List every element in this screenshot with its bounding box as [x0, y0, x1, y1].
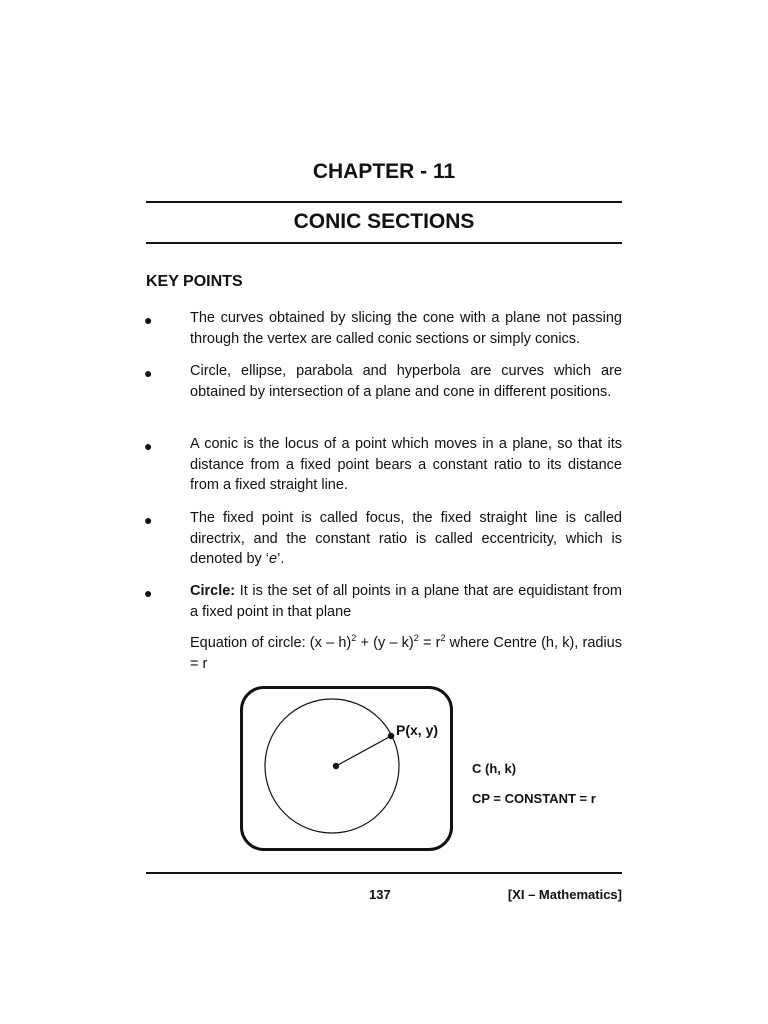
header-bottom-rule — [146, 242, 622, 244]
circle-definition: It is the set of all points in a plane that are equidistant from a fixed point in that plane — [190, 583, 622, 620]
bullet-icon: ● — [144, 312, 153, 328]
equation-part: = r — [418, 635, 441, 651]
circle-shape — [265, 699, 399, 833]
key-points-heading: KEY POINTS — [146, 273, 243, 290]
radius-line — [336, 736, 391, 766]
equation-part: where Centre (h, k), radius = r — [190, 635, 622, 672]
center-label: C (h, k) — [472, 761, 517, 776]
equation-part: + (y – k) — [356, 635, 414, 651]
bullet-icon: ● — [144, 438, 153, 454]
chapter-title: CONIC SECTIONS — [293, 210, 475, 233]
circle-equation — [190, 633, 622, 674]
footer-rule — [146, 872, 622, 874]
equation-exponent: 2 — [413, 633, 419, 643]
bullet-icon: ● — [144, 585, 153, 601]
key-point-3: A conic is the locus of a point which moves in a plane, so that its distance from a fixed point bears a constant ratio to its distance from a fixed straight line. — [190, 436, 622, 493]
chapter-number: CHAPTER - 11 — [312, 160, 456, 183]
key-point-4-end: ’. — [277, 551, 285, 567]
equation-part: Equation of circle: (x – h) — [190, 635, 352, 651]
page-number: 137 — [369, 887, 391, 902]
key-point-1: The curves obtained by slicing the cone with a plane not passing through the vertex are called conic sections or simply conics. — [190, 310, 622, 347]
header-top-rule — [146, 201, 622, 203]
eccentricity-symbol: e — [269, 551, 278, 567]
key-point-4-text: The fixed point is called focus, the fixed straight line is called directrix, and the constant ratio is called eccentricity, which is denoted by ‘ — [190, 510, 622, 567]
constant-relation: CP = CONSTANT = r — [472, 791, 596, 806]
circle-term: Circle: — [190, 583, 236, 599]
bullet-icon: ● — [144, 365, 153, 381]
equation-exponent: 2 — [440, 633, 446, 643]
subject-label: [XI – Mathematics] — [507, 887, 622, 902]
circle-diagram — [240, 686, 453, 851]
key-point-2: Circle, ellipse, parabola and hyperbola are curves which are obtained by intersection of a plane and cone in different positions. — [190, 363, 622, 400]
point-label: P(x, y) — [396, 722, 439, 738]
key-point-4 — [190, 508, 622, 570]
bullet-icon: ● — [144, 512, 153, 528]
equation-exponent: 2 — [351, 633, 357, 643]
center-point — [333, 763, 339, 769]
key-point-5 — [190, 581, 622, 622]
point-p — [388, 733, 394, 739]
